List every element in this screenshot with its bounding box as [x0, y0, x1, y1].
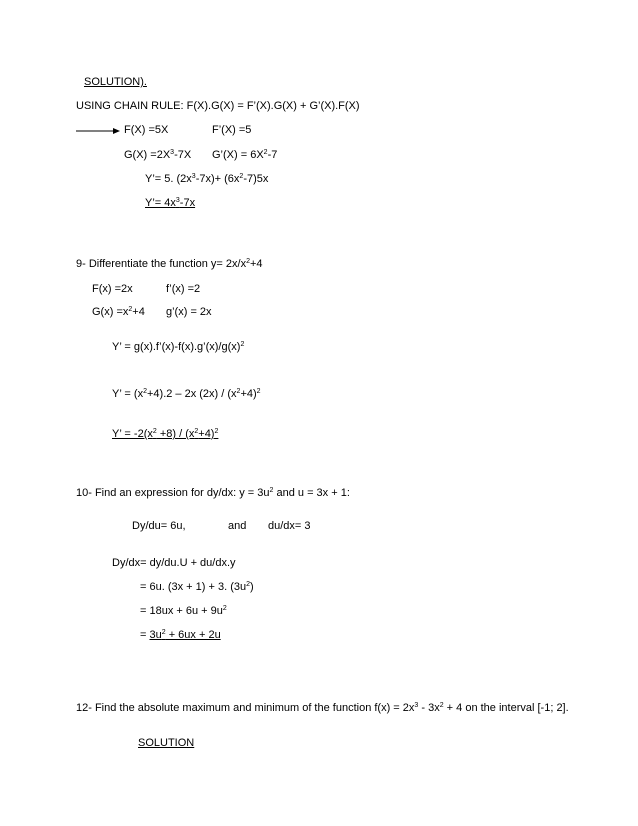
- solution-heading: SOLUTION).: [84, 76, 147, 88]
- problem-9-substitution: Y’ = $(x^2+4).2 - 2x$ $(2x) / (x^2+4)^2$: [112, 388, 261, 400]
- problem-10-formula: Dy/dx= dy/du.U + du/dx.y: [112, 557, 236, 569]
- problem-10-dydu: Dy/du= 6u,: [132, 520, 186, 532]
- problem-12-solution-heading: SOLUTION: [138, 737, 195, 749]
- problem-9-g-definition: $G(x) =x^2+4$: [92, 306, 145, 318]
- problem-12-question: 12- Find the absolute maximum and minimum of the function $f(x) = 2x^3 - 3x^2 + 4$ on the interval [-1; 2].: [76, 702, 569, 714]
- problem-9-f-definition: F(x) =2x: [92, 283, 133, 295]
- problem-10-result: = $3u^2 + 6ux + 2u$: [140, 629, 221, 641]
- problem-9-quotient-formula: Y’ = $g(x).f’(x)-f(x).g’(x)/g(x)^2$: [112, 341, 245, 353]
- problem-10-step-2: = $18ux + 6u + 9u^2$: [140, 605, 227, 617]
- solution-result: Y’= $4x^3-7x$: [145, 197, 196, 209]
- f-definition: F(X) =5X: [124, 124, 169, 136]
- problem-10-and: and: [228, 520, 247, 532]
- problem-10-question: 10- Find an expression for dy/dx: $y = 3u^2$ and u = 3x + 1:: [76, 487, 350, 499]
- right-arrow-icon: [76, 127, 120, 135]
- y-prime-expansion: Y’= 5. $(2x^3-7x)+ (6x^2-7)5x$: [145, 173, 269, 185]
- problem-9-question: 9- Differentiate the function $y= 2x/x^2+4$: [76, 258, 263, 270]
- problem-10-dudx: du/dx= 3: [268, 520, 311, 532]
- problem-9-g-prime: g’(x) = 2x: [166, 306, 212, 318]
- g-prime: G’(X) = $6X^2-7$: [212, 149, 278, 161]
- problem-9-f-prime: f’(x) =2: [166, 283, 201, 295]
- f-prime: F’(X) =5: [212, 124, 252, 136]
- problem-10-step-1: = 6u. (3x + 1) + 3. $(3u^2)$: [140, 581, 254, 593]
- problem-9-result: Y’ = $-2(x^2 +8) / (x^2+4)^2$: [112, 428, 219, 440]
- chain-rule-line: USING CHAIN RULE: F(X).G(X) = F’(X).G(X) + G’(X).F(X): [76, 100, 360, 112]
- g-definition: $G(X) =2X^3-7X$: [124, 149, 192, 161]
